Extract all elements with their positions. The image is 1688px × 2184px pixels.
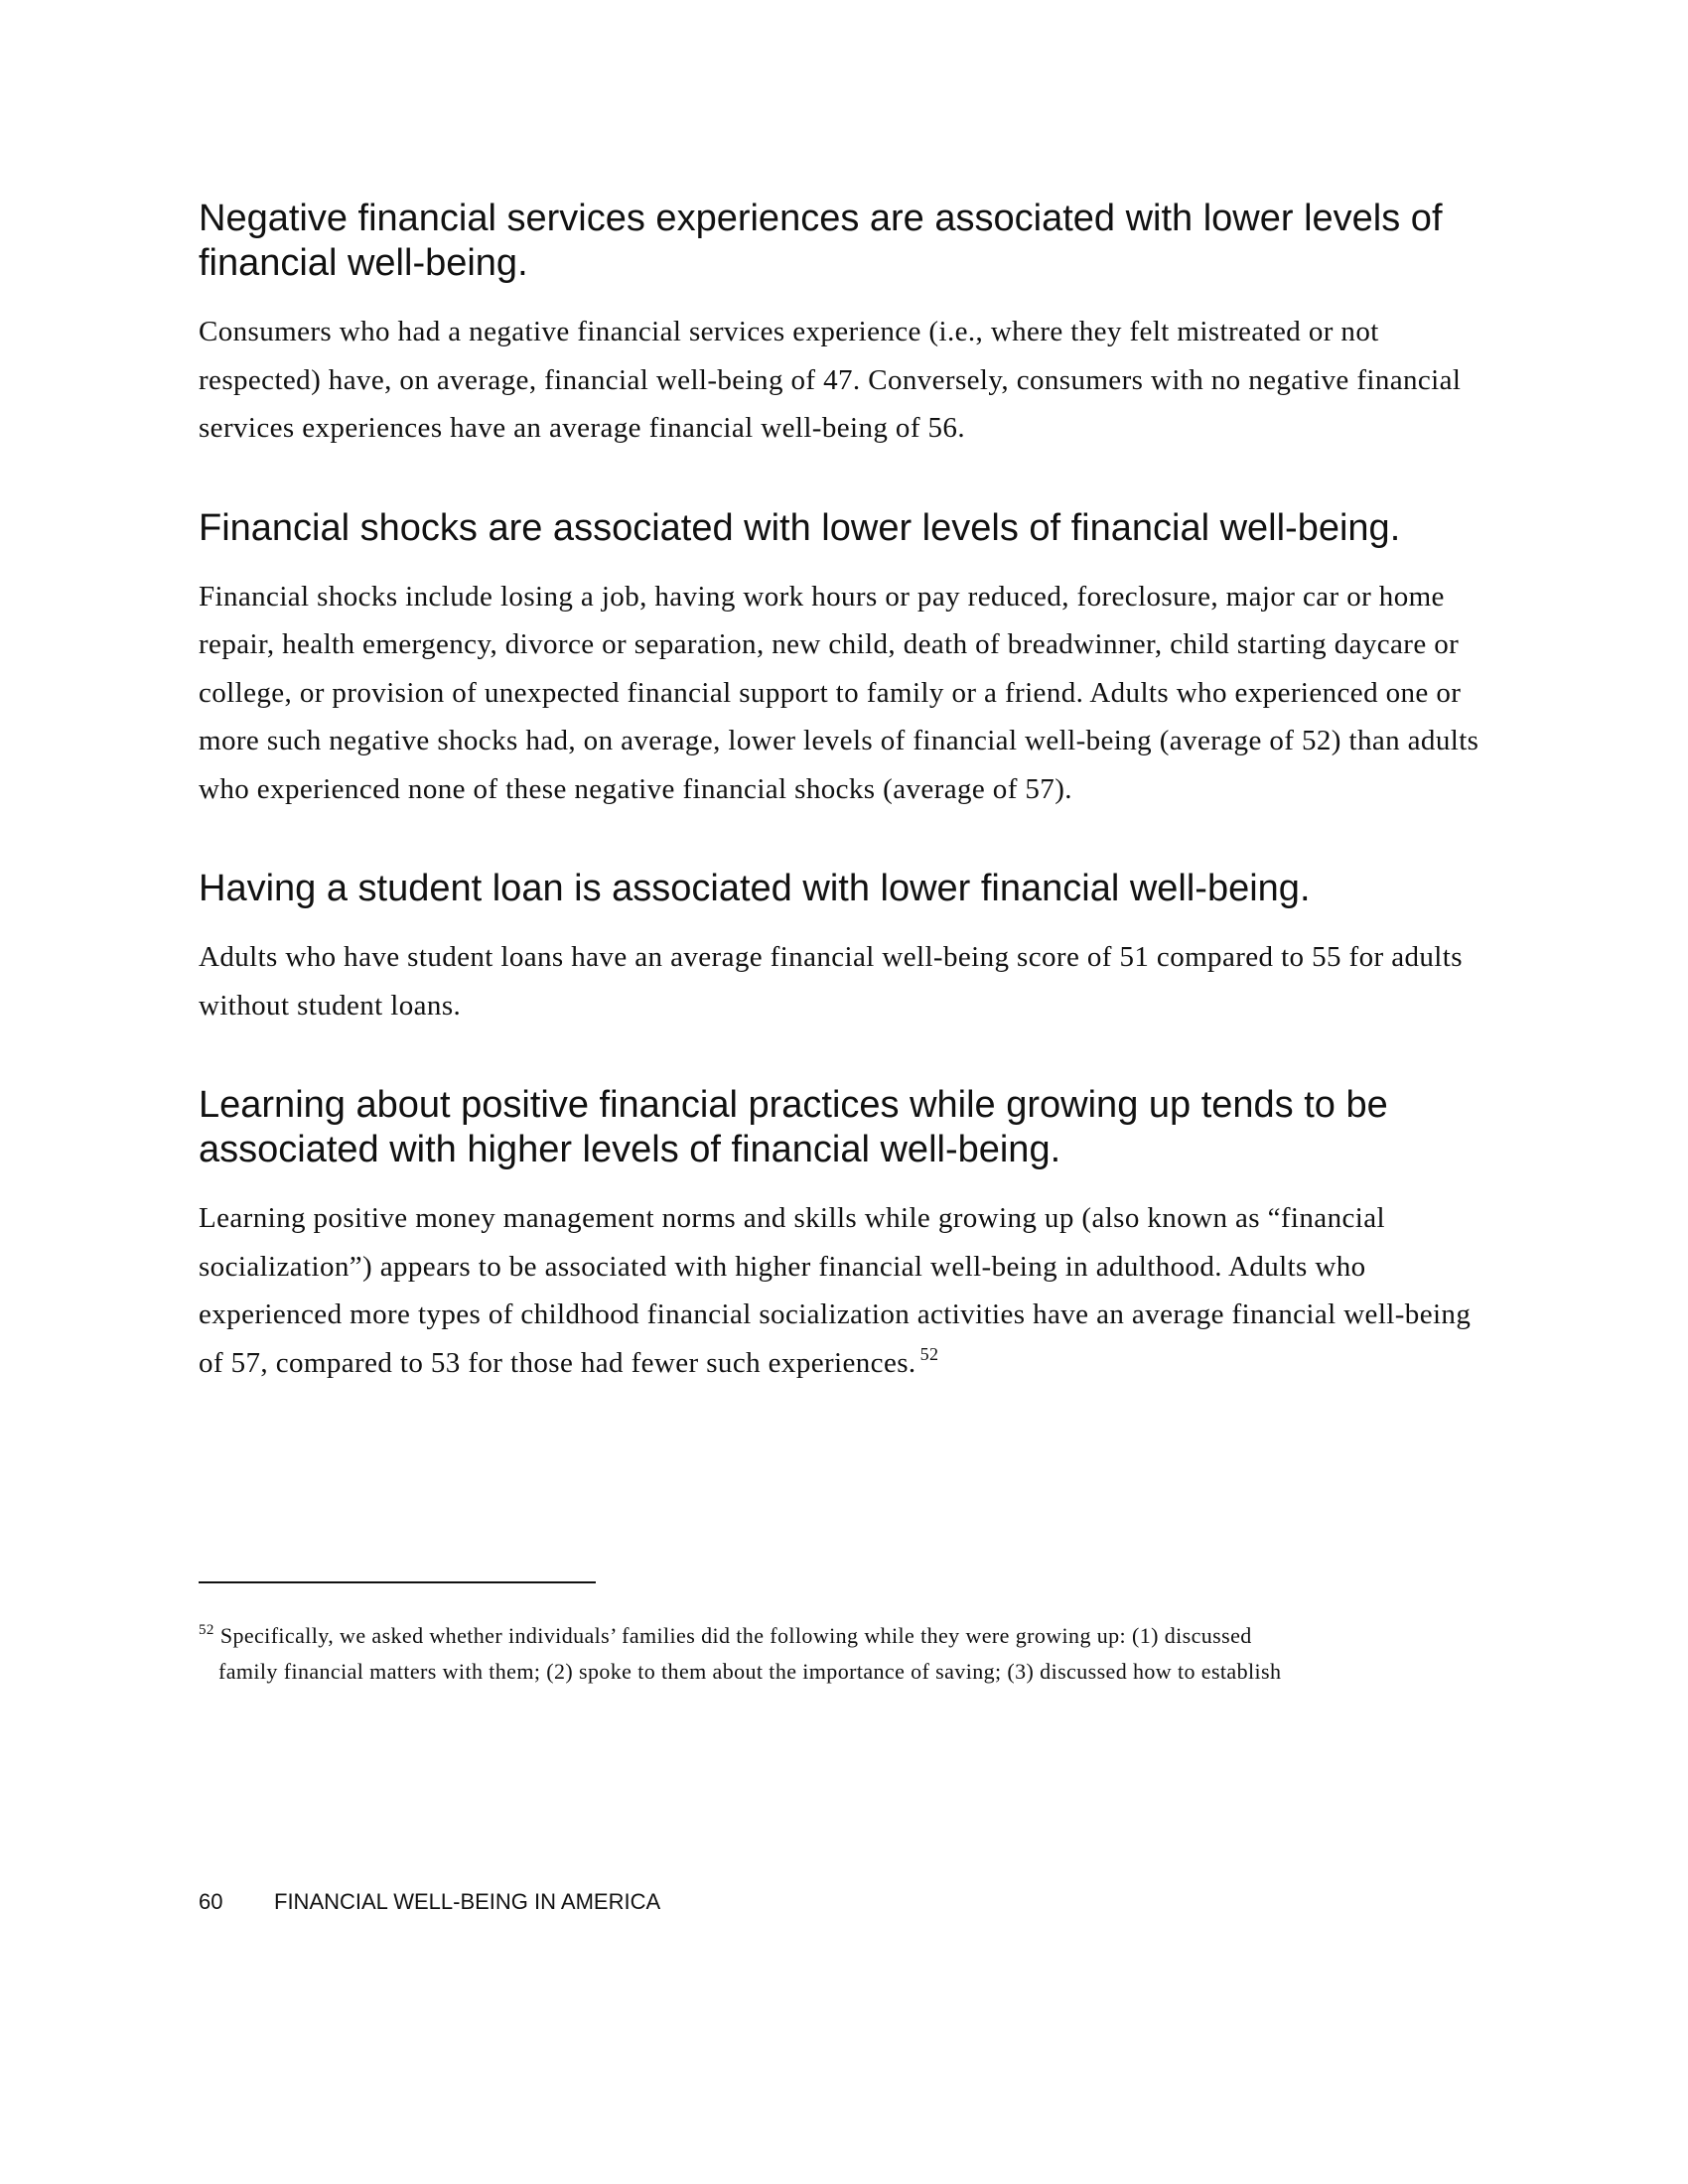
footnote-line: family financial matters with them; (2) spoke to them about the importance of saving; (3) discussed how to establish — [218, 1659, 1282, 1684]
paragraph-text: Learning positive money management norms and skills while growing up (also known as “financial socialization”) appears to be associated with higher financial well-being in adulthood. Adults who experienced more types of childhood financial socialization activities have an average financial well-being of 57, compared to 53 for those had fewer such experiences. — [199, 1202, 1472, 1379]
section-paragraph: Consumers who had a negative financial services experience (i.e., where they felt mistreated or not respected) have, on average, financial well-being of 47. Conversely, consumers with no negative financial services experiences have an average financial well-being of 56. — [199, 316, 1462, 444]
page-footer — [199, 1888, 660, 1916]
page-number: 60 — [199, 1889, 223, 1914]
footnote-line — [199, 1618, 1489, 1654]
section-paragraph: Financial shocks include losing a job, having work hours or pay reduced, foreclosure, major car or home repair, health emergency, divorce or separation, new child, death of breadwinner, child starting daycare or college, or provision of unexpected financial support to family or a friend. Adults who experienced one or more such negative shocks had, on average, lower levels of financial well-being (average of 52) than adults who experienced none of these negative financial shocks (average of 57). — [199, 580, 1479, 805]
section-negative-experiences — [199, 197, 1489, 453]
footnote-number: 52 — [199, 1622, 214, 1638]
publication-title: FINANCIAL WELL-BEING IN AMERICA — [274, 1889, 661, 1914]
section-heading: Negative financial services experiences are associated with lower levels of financial well-being. — [199, 198, 1443, 284]
section-financial-socialization — [199, 1083, 1489, 1387]
section-heading: Having a student loan is associated with lower financial well-being. — [199, 868, 1311, 909]
section-paragraph — [199, 1194, 1489, 1387]
footnote-divider — [199, 1581, 596, 1583]
section-heading: Financial shocks are associated with lower levels of financial well-being. — [199, 506, 1401, 549]
main-content — [199, 197, 1489, 1440]
section-paragraph: Adults who have student loans have an average financial well-being score of 51 compared to 55 for adults without student loans. — [199, 941, 1463, 1022]
footnote — [199, 1618, 1489, 1690]
footnote-text: Specifically, we asked whether individuals’ families did the following while they were growing up: (1) discussed — [219, 1623, 1252, 1648]
section-financial-shocks — [199, 506, 1489, 814]
section-heading: Learning about positive financial practices while growing up tends to be associated with higher levels of financial well-being. — [199, 1084, 1388, 1170]
section-student-loan — [199, 867, 1489, 1029]
footnote-reference[interactable]: 52 — [919, 1343, 939, 1364]
